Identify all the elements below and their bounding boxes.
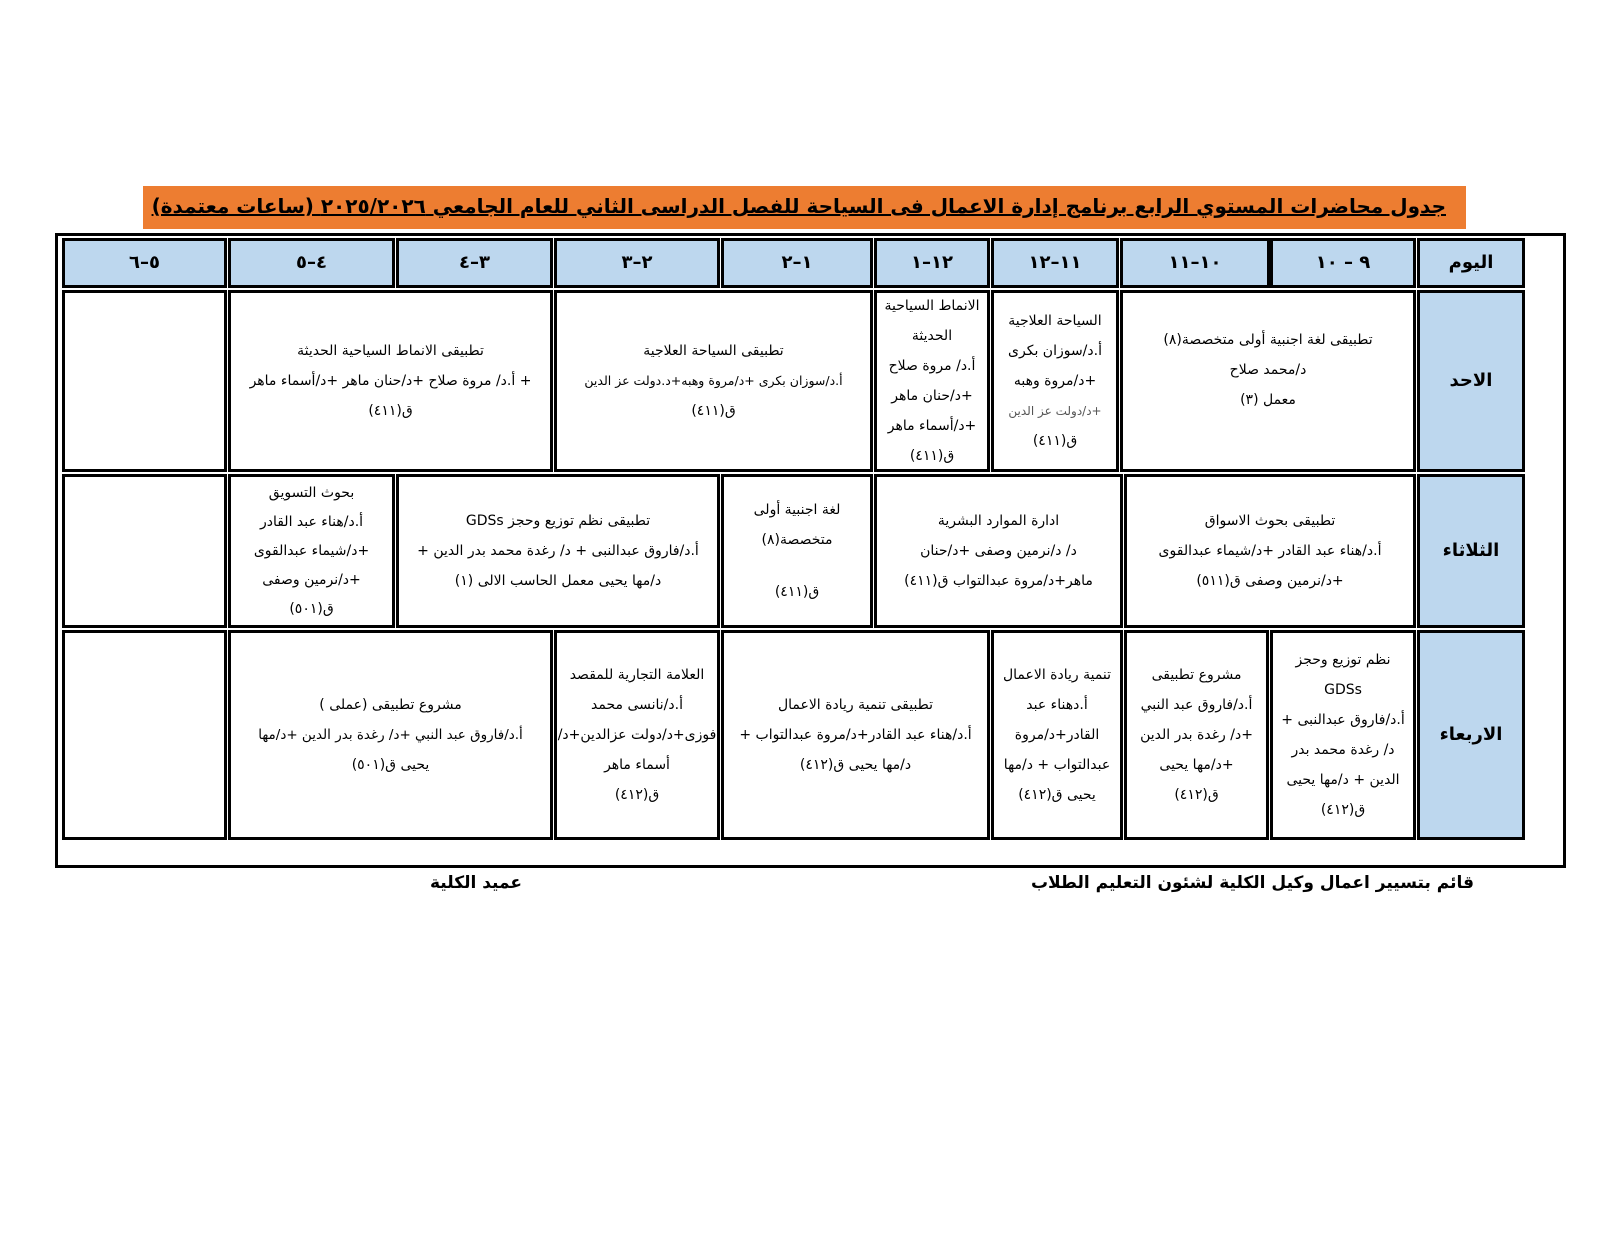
course-name: تطبيقى تنمية ريادة الاعمال [777,697,934,713]
instructors: + أ.د/ مروة صلاح +د/حنان ماهر +د/أسماء ماهر [249,373,532,389]
instructors: فوزى+د/دولت عزالدين+د/ [557,727,717,743]
instructors-room: ماهر+د/مروة عبدالتواب ق(٤١١) [904,573,1093,589]
course-name: تطبيقى نظم توزيع وحجز GDSs [465,513,651,529]
tuesday-course-foreign-language [721,474,873,628]
instructors: أ.د/نانسى محمد [591,697,683,713]
header-slot-5-6: ٥–٦ [62,238,227,288]
schedule-table [55,233,1566,868]
instructors: أ.د/سوزان بكرى [1008,343,1102,359]
wednesday-course-applied-project [1124,630,1269,840]
instructors: أسماء ماهر [604,757,670,773]
instructors: أ.د/هناء عبد القادر +د/شيماء عبدالقوى [1158,543,1382,559]
room: ق(٤١١) [909,448,955,464]
course-name: نظم توزيع وحجز [1295,652,1391,668]
instructors: +د/دولت عز الدين [1008,404,1102,418]
sunday-course-foreign-language [1120,290,1416,472]
course-name: مشروع تطبيقى (عملى ) [319,697,462,713]
instructors: أ.د/فاروق عبد النبي [1140,697,1253,713]
instructors: +د/نرمين وصفى [262,571,361,588]
instructors: د/محمد صلاح [1229,362,1307,378]
instructors: أ.د/هناء عبد القادر [259,513,364,530]
wednesday-course-destination-branding [554,630,720,840]
page-title: جدول محاضرات المستوي الرابع برنامج إدارة الاعمال فى السياحة للفصل الدراسى الثاني للعام الجامعي ٢٠٢٥/٢٠٢٦ (ساعات معتمدة) [151,194,1446,218]
wednesday-course-applied-project-practical [228,630,553,840]
header-slot-12-1: ١٢–١ [874,238,990,288]
room: ق(٤١٢) [1174,787,1219,803]
course-name: السياحة العلاجية [1008,313,1102,329]
sunday-course-applied-medical-tourism [554,290,873,472]
room: ق(٤١٢) [614,787,660,803]
tuesday-course-marketing-research [228,474,395,628]
header-slot-2-3: ٢–٣ [554,238,720,288]
tuesday-course-human-resources [874,474,1123,628]
course-name: لغة اجنبية أولى [753,502,841,518]
course-name: بحوث التسويق [268,484,355,501]
header-slot-11-12: ١١–١٢ [991,238,1119,288]
instructors: أ.دهناء عبد [1026,697,1088,713]
instructors: +د/مروة وهبه [1013,373,1097,389]
header-slot-4-5: ٤–٥ [228,238,395,288]
instructors: أ.د/فاروق عبد النبي +د/ رغدة بدر الدين +د/مها [258,727,523,743]
instructors: +د/أسماء ماهر [887,418,977,434]
course-name: GDSs [1324,682,1362,698]
instructors-room: يحيى ق(٤١٢) [1018,787,1096,803]
instructors-room: د/مها يحيى ق(٤١٢) [799,757,912,773]
tuesday-course-applied-gds [396,474,720,628]
sunday-course-modern-tourism-patterns [874,290,990,472]
title-bar [143,186,1466,229]
course-name: متخصصة(٨) [761,532,833,548]
room: ق(٤١١) [368,403,413,419]
course-name: الانماط السياحية [884,298,980,314]
header-slot-1-2: ١–٢ [721,238,873,288]
header-slot-3-4: ٣–٤ [396,238,553,288]
instructors-room: يحيى ق(٥٠١) [351,757,430,773]
instructors: +د/مها يحيى [1159,757,1234,773]
day-sunday: الاحد [1417,290,1525,472]
tuesday-empty-cell [62,474,227,628]
instructors: أ.د/فاروق عبدالنبى + د/ رغدة محمد بدر الدين + [417,543,699,559]
course-name: العلامة التجارية للمقصد [569,667,705,683]
course-name: تطبيقى الانماط السياحية الحديثة [297,343,484,359]
instructors: د/ رغدة محمد بدر [1291,742,1395,758]
instructors: القادر+د/مروة [1014,727,1100,743]
header-day: اليوم [1417,238,1525,288]
wednesday-empty-cell [62,630,227,840]
instructors: +د/ رغدة بدر الدين [1140,727,1253,743]
instructors: +د/شيماء عبدالقوى [253,542,370,559]
instructors: أ.د/فاروق عبدالنبى + [1281,712,1405,728]
wednesday-course-applied-entrepreneurship [721,630,990,840]
instructors-room: +د/نرمين وصفى ق(٥١١) [1196,573,1344,589]
course-name: ادارة الموارد البشرية [937,513,1060,529]
course-name: تطبيقى السياحة العلاجية [643,343,784,359]
instructors: أ.د/هناء عبد القادر+د/مروة عبدالتواب + [739,727,972,743]
wednesday-course-entrepreneurship [991,630,1123,840]
tuesday-course-market-research [1124,474,1416,628]
course-name: تنمية ريادة الاعمال [1002,667,1112,683]
room: ق(٤١١) [774,584,820,600]
instructors: الدين + د/مها يحيى [1286,772,1400,788]
sunday-empty-cell [62,290,227,472]
room: ق(٤١١) [1032,433,1078,449]
signature-vice-dean: قائم بتسيير اعمال وكيل الكلية لشئون التعليم الطلاب [1030,873,1474,893]
day-tuesday: الثلاثاء [1417,474,1525,628]
course-name: مشروع تطبيقى [1151,667,1242,683]
instructors: د/ د/نرمين وصفى +د/حنان [920,543,1077,559]
instructors: +د/حنان ماهر [891,388,973,404]
day-wednesday: الاربعاء [1417,630,1525,840]
course-name: الحديثة [911,328,953,344]
course-name: تطبيقى بحوث الاسواق [1204,513,1336,529]
room: ق(٤١١) [691,403,736,419]
header-slot-9-10: ٩ – ١٠ [1270,238,1416,288]
room: ق(٥٠١) [289,600,334,617]
room: معمل (٣) [1240,392,1296,408]
instructors-room: د/مها يحيى معمل الحاسب الالى (١) [454,573,662,589]
wednesday-course-gds [1270,630,1416,840]
header-slot-10-11: ١٠–١١ [1120,238,1270,288]
sunday-course-medical-tourism [991,290,1119,472]
course-name: تطبيقى لغة اجنبية أولى متخصصة(٨) [1163,332,1373,348]
instructors: أ.د/سوزان بكرى +د/مروة وهبه+د.دولت عز الدين [584,373,843,388]
signature-dean: عميد الكلية [430,873,522,893]
room: ق(٤١٢) [1320,802,1366,818]
instructors: عبدالتواب + د/مها [1003,757,1111,773]
sunday-course-applied-modern-patterns [228,290,553,472]
instructors: أ.د/ مروة صلاح [888,358,976,374]
